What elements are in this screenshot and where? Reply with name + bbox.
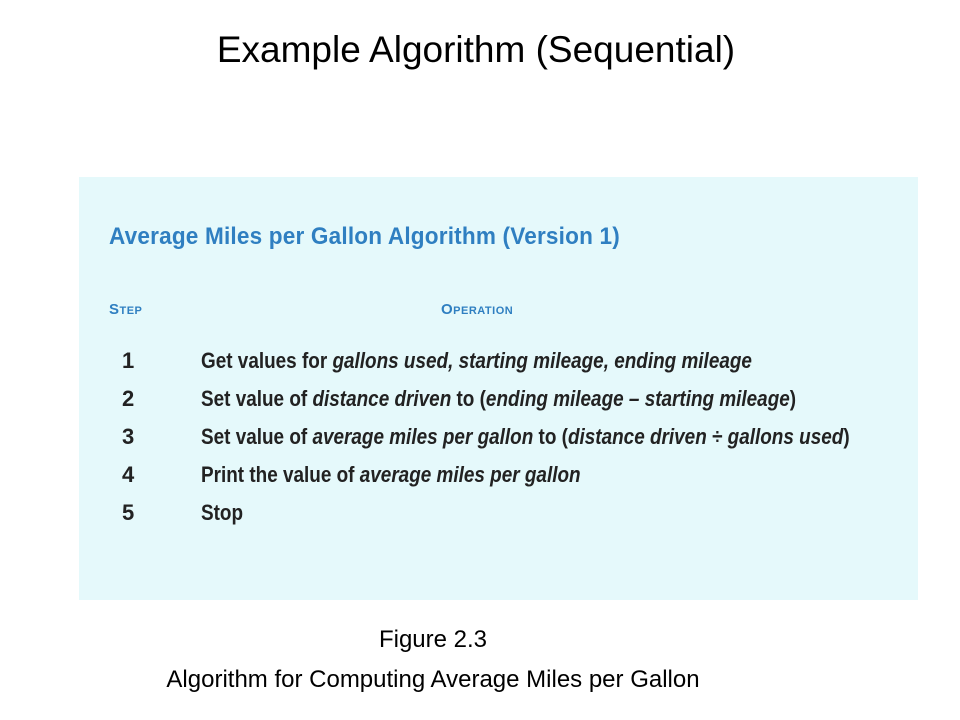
figure-caption-number: Figure 2.3 [378,626,488,653]
step-operation: Print the value of average miles per gallon [201,462,581,487]
steps-list [79,348,918,538]
step-operation: Stop [201,500,244,525]
slide-title: Example Algorithm (Sequential) [216,29,736,70]
step-row [79,348,918,386]
step-number: 2 [122,386,135,411]
step-number: 1 [122,348,135,373]
step-operation: Set value of average miles per gallon to (distance driven ÷ gallons used) [201,424,850,449]
step-row [79,462,918,500]
step-row [79,386,918,424]
step-row [79,424,918,462]
column-header-operation: Operation [441,301,514,318]
figure-heading: Average Miles per Gallon Algorithm (Version 1) [109,223,620,250]
step-operation: Get values for gallons used, starting mileage, ending mileage [201,348,752,373]
algorithm-figure [79,177,918,600]
step-number: 4 [122,462,135,487]
step-number: 5 [122,500,135,525]
column-header-step: Step [109,301,143,318]
step-number: 3 [122,424,135,449]
figure-caption-text: Algorithm for Computing Average Miles per Gallon [166,666,700,693]
step-row [79,500,918,538]
step-operation: Set value of distance driven to (ending mileage – starting mileage) [201,386,797,411]
